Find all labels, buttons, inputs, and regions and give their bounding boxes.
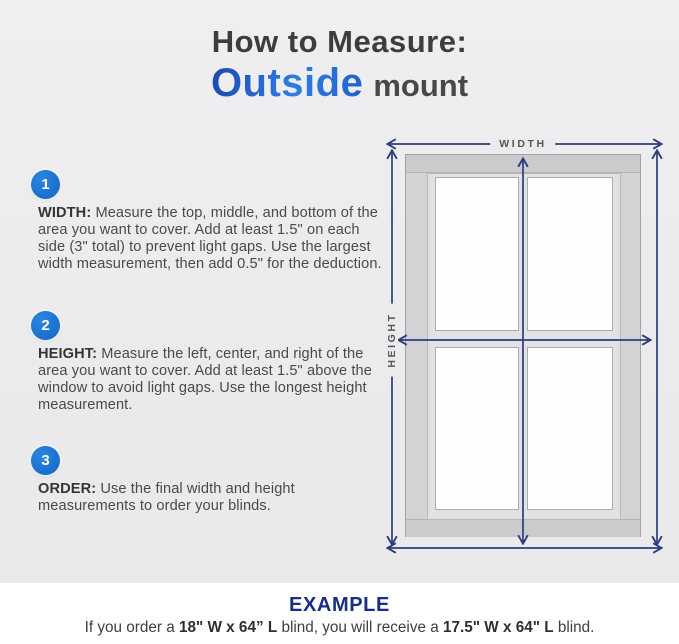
height-dimension-label: HEIGHT [386, 303, 398, 376]
step-number-badge: 3 [31, 446, 60, 475]
example-sentence [0, 619, 679, 637]
step-body-text: Measure the top, middle, and bottom of the area you want to cover. Add at least 1.5" on each side (3" total) to prevent light gaps. Use the largest width measurement, then add 0.5" for the deduction. [38, 205, 382, 272]
step-width [31, 170, 390, 273]
example-heading: EXAMPLE [289, 594, 390, 616]
step-order [31, 446, 390, 515]
step-body-text: Measure the left, center, and right of the area you want to cover. Add at least 1.5" above the window to avoid light gaps. Use the longest height measurement. [38, 346, 372, 413]
window-measurement-diagram [378, 128, 678, 568]
example-suffix: blind. [553, 619, 595, 636]
step-description [38, 346, 390, 414]
step-height [31, 311, 390, 414]
header [0, 24, 679, 106]
page-subtitle [0, 61, 679, 106]
ordered-size-value: 18" W x 64” L [178, 619, 278, 636]
step-body-text: Use the final width and height measurements to order your blinds. [38, 481, 295, 514]
title-highlight: Outside [210, 61, 364, 105]
step-lead-label: WIDTH: [38, 205, 92, 221]
step-lead-label: HEIGHT: [38, 346, 98, 362]
step-number-badge: 1 [31, 170, 60, 199]
measurement-arrows [378, 128, 678, 568]
width-dimension-label: WIDTH [490, 138, 555, 150]
step-lead-label: ORDER: [38, 481, 97, 497]
example-middle: blind, you will receive a [277, 619, 443, 636]
step-description [38, 205, 390, 273]
title-suffix: mount [373, 68, 469, 103]
example-prefix: If you order a [84, 619, 179, 636]
step-description [38, 481, 390, 515]
step-number-badge: 2 [31, 311, 60, 340]
page-title: How to Measure: [211, 24, 468, 59]
example-section [0, 583, 679, 644]
received-size-value: 17.5" W x 64" L [443, 619, 554, 636]
